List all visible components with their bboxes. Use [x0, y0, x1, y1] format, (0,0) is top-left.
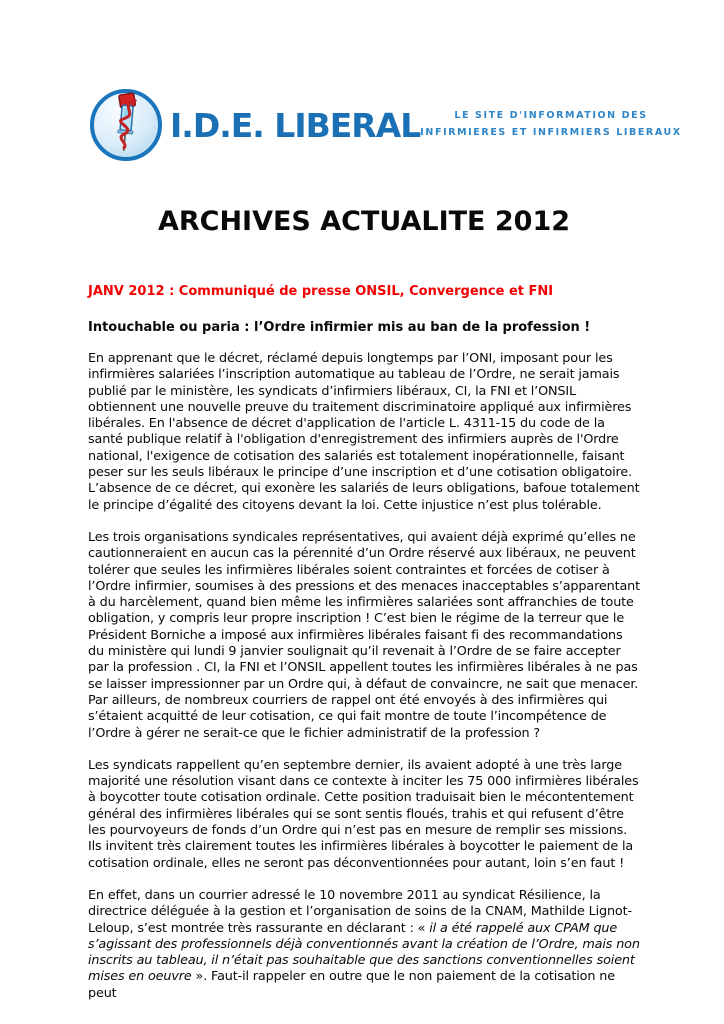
article-heading: JANV 2012 : Communiqué de presse ONSIL, Convergence et FNI — [88, 284, 554, 299]
site-header — [88, 86, 682, 164]
quoted-italic-text: il a été rappelé aux CPAM que s’agissant des professionnels déjà conventionnés avant la création de l’Ordre, mais non inscrits au tableau, il n’était pas souhaitable que des sanctions conventionnelles soient mises en oeuvre — [88, 920, 640, 985]
brand-title: I.D.E. LIBERAL — [170, 105, 421, 145]
paragraph — [88, 758, 640, 872]
paragraph — [88, 888, 640, 1002]
page-title: ARCHIVES ACTUALITE 2012 — [157, 206, 571, 237]
tagline-line1: LE SITE D'INFORMATION DES — [454, 110, 648, 122]
paragraph — [88, 530, 640, 742]
article-subheading: Intouchable ou paria : l’Ordre infirmier mis au ban de la profession ! — [88, 320, 591, 335]
tagline-line2: INFIRMIERES ET INFIRMIERS LIBERAUX — [420, 127, 682, 138]
caduceus-syringe-icon — [88, 87, 164, 163]
article-paragraphs — [88, 351, 640, 1002]
paragraph-text: Les syndicats rappellent qu’en septembre dernier, ils avaient adopté à une très large majorité une résolution visant dans ce contexte à inciter les 75 000 infirmières libérales à boycotter toute cotisation ordinale. Cette position traduisait bien le mécontentement général des infirmières libérales qui se sont sentis floués, trahis et qui refusent d’être les pourvoyeurs de fonds d’un Ordre qui n’est pas en mesure de remplir ses missions. Ils invitent très clairement toutes les infirmières libérales à boycotter le paiement de la cotisation ordinale, elles ne seront pas déconventionnées pour autant, loin s’en faut ! — [88, 757, 639, 871]
site-tagline — [420, 108, 681, 141]
article — [88, 284, 640, 1002]
paragraph-text: En effet, dans un courrier adressé le 10 novembre 2011 au syndicat Résilience, la directrice déléguée à la gestion et l’organisation de soins de la CNAM, Mathilde Lignot-Leloup, s’est montrée très rassurante en déclarant : « — [88, 887, 632, 936]
paragraph-text: En apprenant que le décret, réclamé depuis longtemps par l’ONI, imposant pour les infirmières salariées l’inscription automatique au tableau de l’Ordre, ne serait jamais publié par le ministère, les syndicats d’infirmiers libéraux, CI, la FNI et l’ONSIL obtiennent une nouvelle preuve du traitement discriminatoire appliqué aux infirmières libérales. En l'absence de décret d'application de l'article L. 4311-15 du code de la santé publique relatif à l'obligation d'enregistrement des infirmiers auprès de l'Ordre national, l'exigence de cotisation des salariés est totalement inopérationnelle, faisant peser sur les seuls libéraux le principe d’une inscription et d’une cotisation obligatoire. L’absence de ce décret, qui exonère les salariés de leurs obligations, bafoue totalement le principe d’égalité des citoyens devant la loi. Cette injustice n’est plus tolérable. — [88, 351, 640, 513]
paragraph-text: ». Faut-il rappeler en outre que le non paiement de la cotisation ne peut — [88, 969, 615, 1001]
paragraph — [88, 351, 640, 514]
paragraph-text: Les trois organisations syndicales représentatives, qui avaient déjà exprimé qu’elles ne cautionneraient en aucun cas la pérennité d’un Ordre réservé aux libéraux, ne peuvent tolérer que seules les infirmières libérales soient contraintes et forcées de cotiser à l’Ordre infirmier, soumises à des pressions et des menaces inacceptables s’apparentant à du harcèlement, quand bien même les infirmières salariées sont affranchies de toute obligation, y compris leur propre inscription ! C’est bien le régime de la terreur que le Président Borniche a imposé aux infirmières libérales faisant fi des recommandations du ministère qui lundi 9 janvier soulignait qu’il revenait à l’Ordre de se faire accepter par la profession . CI, la FNI et l’ONSIL appellent toutes les infirmières libérales à ne pas se laisser impressionner par un Ordre qui, à défaut de convaincre, ne sait que menacer. Par ailleurs, de nombreux courriers de rappel ont été envoyés à des infirmières qui s’étaient acquitté de leur cotisation, ce qui fait montre de toute l’incompétence de l’Ordre à gérer ne serait-ce que le fichier administratif de la profession ? — [88, 529, 640, 741]
